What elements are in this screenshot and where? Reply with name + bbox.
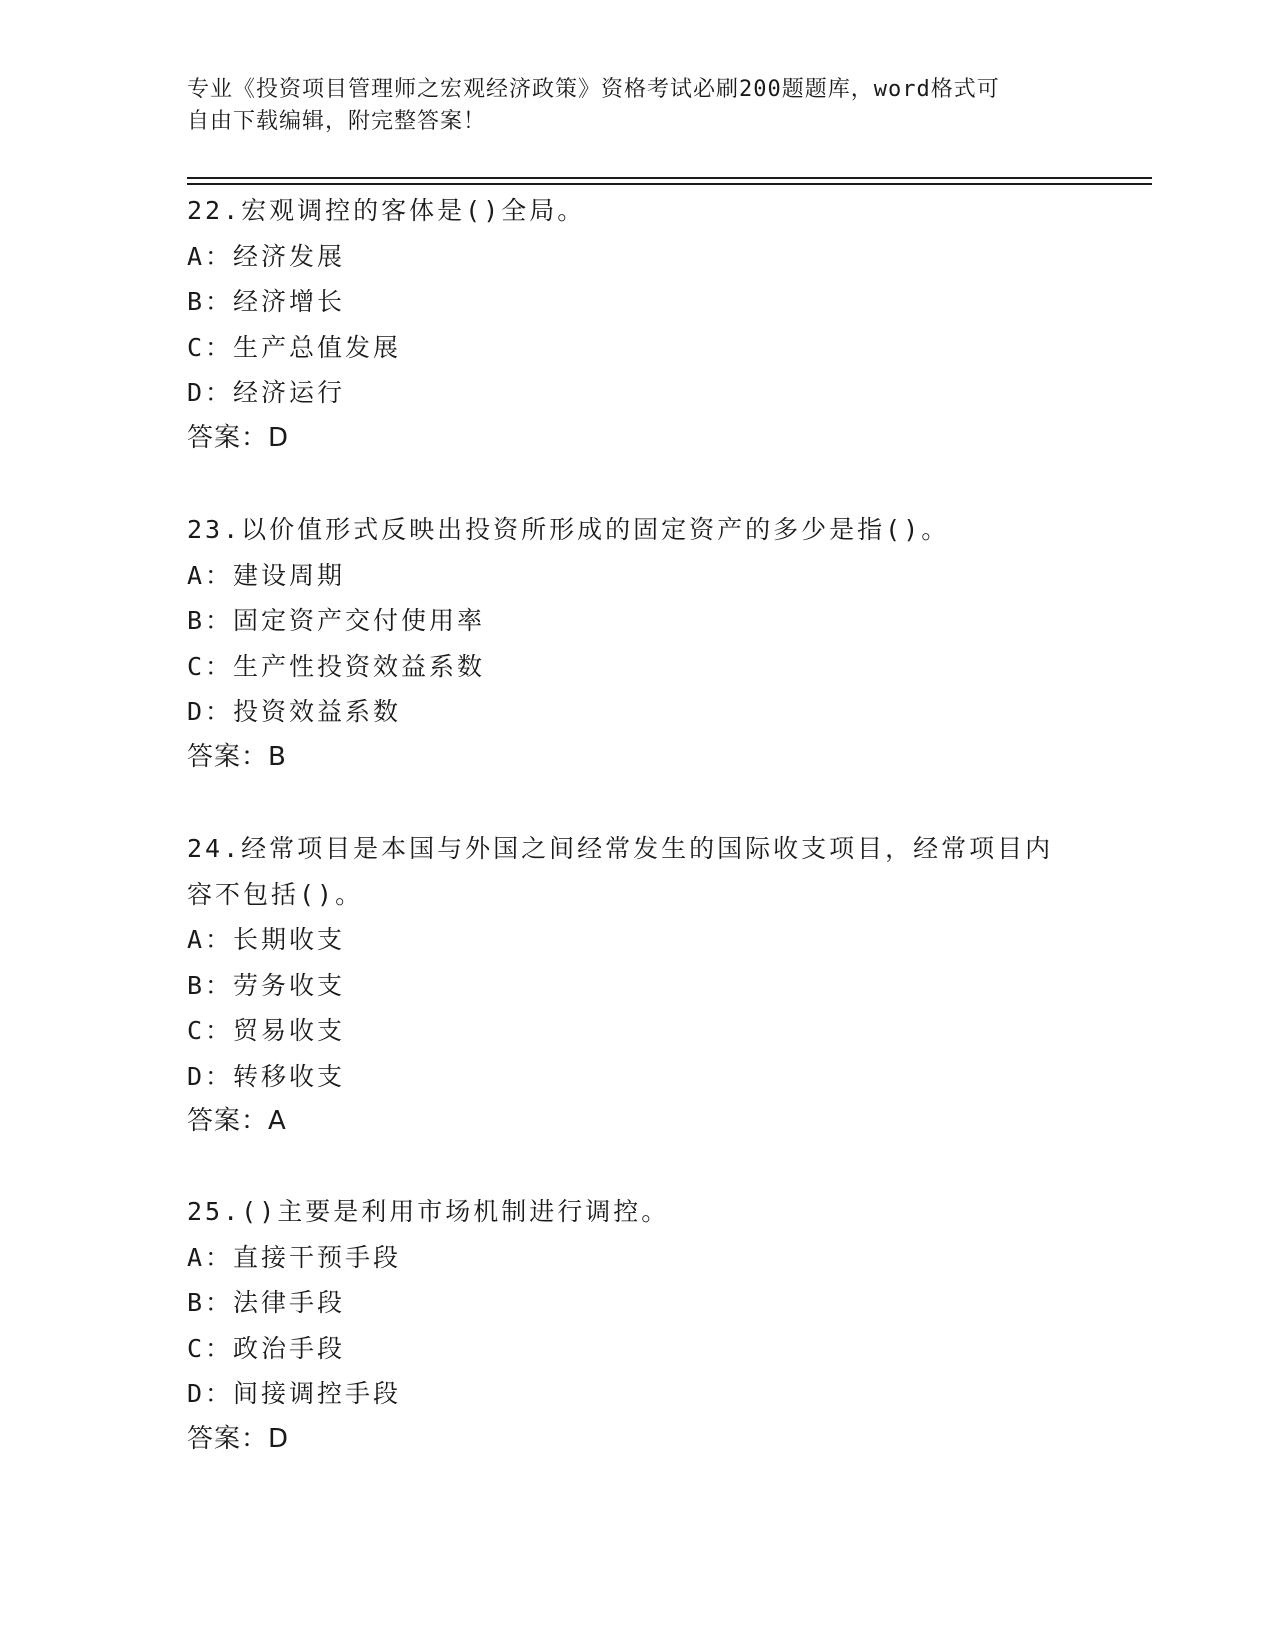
header-divider-top xyxy=(187,177,1152,179)
option-a: A：经济发展 xyxy=(187,241,346,271)
answer-line xyxy=(187,735,1087,781)
answer-value: D xyxy=(268,422,290,453)
question-22 xyxy=(187,188,1087,461)
answer-label: 答案： xyxy=(187,741,269,772)
option-c: C：贸易收支 xyxy=(187,1016,346,1045)
option-d: D：经济运行 xyxy=(187,378,346,407)
option-d: D：间接调控手段 xyxy=(187,1379,402,1408)
header-divider-bottom xyxy=(187,183,1152,185)
option-c: C：生产总值发展 xyxy=(187,332,402,362)
answer-value: D xyxy=(268,1423,290,1454)
answer-value: A xyxy=(268,1106,287,1136)
question-stem: 25.()主要是利用市场机制进行调控。 xyxy=(187,1197,670,1226)
answer-label: 答案： xyxy=(187,422,269,453)
answer-label: 答案： xyxy=(187,1106,269,1136)
answer-line xyxy=(187,1417,1087,1463)
answer-value: B xyxy=(268,741,287,772)
header-line-2: 自由下载编辑，附完整答案！ xyxy=(187,109,487,134)
option-b: B：法律手段 xyxy=(187,1288,346,1317)
option-c: C：政治手段 xyxy=(187,1333,346,1363)
option-b: B：固定资产交付使用率 xyxy=(187,606,486,635)
question-stem-line-2: 容不包括()。 xyxy=(187,879,364,909)
header-line-1: 专业《投资项目管理师之宏观经济政策》资格考试必刷200题题库，word格式可 xyxy=(187,77,1000,102)
question-24 xyxy=(187,826,1087,1145)
option-d: D：转移收支 xyxy=(187,1061,346,1091)
document-header xyxy=(187,74,1077,138)
question-23 xyxy=(187,507,1087,780)
option-b: B：劳务收支 xyxy=(187,970,346,1000)
option-a: A：长期收支 xyxy=(187,925,346,954)
answer-line xyxy=(187,1099,1087,1145)
question-stem: 23.以价值形式反映出投资所形成的固定资产的多少是指()。 xyxy=(187,515,950,544)
question-25 xyxy=(187,1189,1087,1462)
option-c: C：生产性投资效益系数 xyxy=(187,651,486,681)
option-d: D：投资效益系数 xyxy=(187,697,402,726)
answer-label: 答案： xyxy=(187,1423,269,1454)
question-stem-line-1: 24.经常项目是本国与外国之间经常发生的国际收支项目，经常项目内 xyxy=(187,834,1054,863)
option-b: B：经济增长 xyxy=(187,287,346,316)
question-stem: 22.宏观调控的客体是()全局。 xyxy=(187,196,586,225)
option-a: A：直接干预手段 xyxy=(187,1242,402,1272)
option-a: A：建设周期 xyxy=(187,560,346,590)
answer-line xyxy=(187,416,1087,462)
